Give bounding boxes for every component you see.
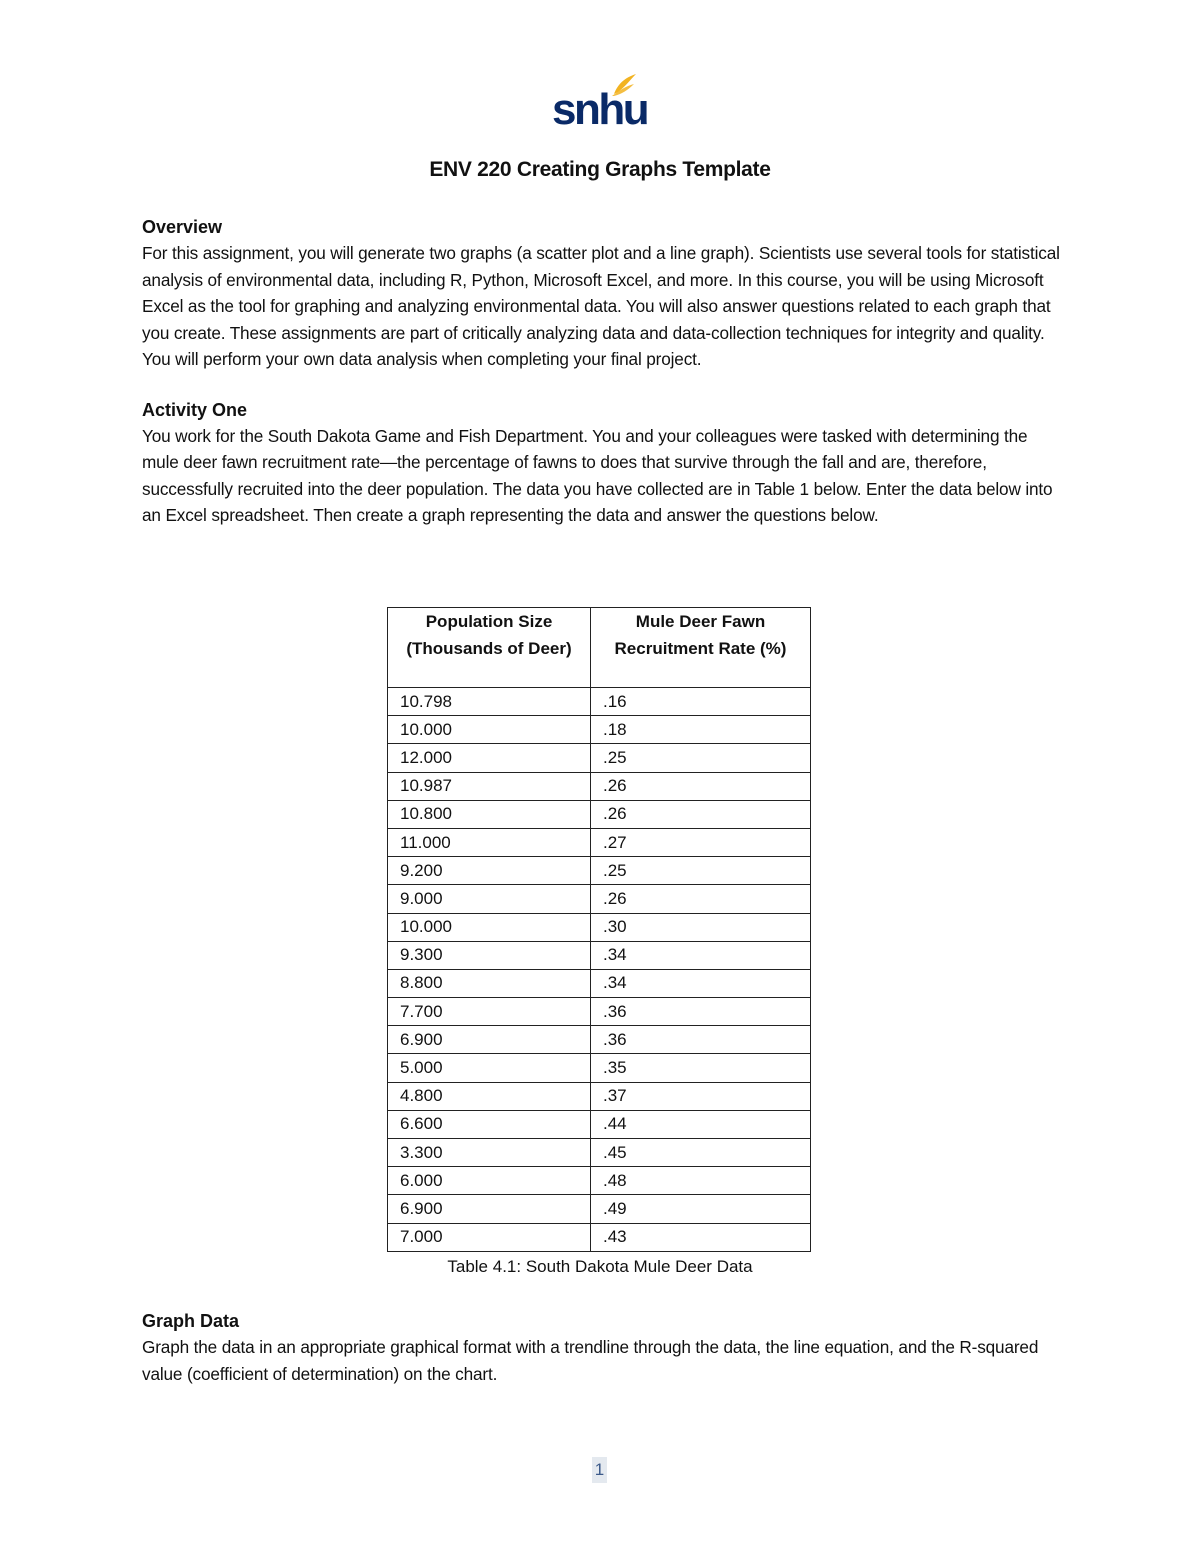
header-population-size: Population Size (Thousands of Deer) <box>388 608 591 688</box>
recruitment-rate-cell: .26 <box>591 772 811 800</box>
population-size-cell: 9.000 <box>388 885 591 913</box>
activity-one-heading: Activity One <box>142 399 248 420</box>
intro-content <box>142 214 1067 529</box>
recruitment-rate-cell: .34 <box>591 969 811 997</box>
population-size-cell: 3.300 <box>388 1139 591 1167</box>
recruitment-rate-cell: .35 <box>591 1054 811 1082</box>
recruitment-rate-cell: .18 <box>591 716 811 744</box>
population-size-cell: 6.000 <box>388 1167 591 1195</box>
recruitment-rate-cell: .45 <box>591 1139 811 1167</box>
population-size-cell: 11.000 <box>388 828 591 856</box>
population-size-cell: 4.800 <box>388 1082 591 1110</box>
population-size-cell: 6.900 <box>388 1026 591 1054</box>
recruitment-rate-cell: .36 <box>591 1026 811 1054</box>
recruitment-rate-cell: .37 <box>591 1082 811 1110</box>
population-size-cell: 12.000 <box>388 744 591 772</box>
population-size-cell: 9.300 <box>388 941 591 969</box>
recruitment-rate-cell: .49 <box>591 1195 811 1223</box>
table-row <box>388 941 811 969</box>
recruitment-rate-cell: .43 <box>591 1223 811 1251</box>
table-row <box>388 1139 811 1167</box>
table-body <box>388 688 811 1252</box>
population-size-cell: 9.200 <box>388 857 591 885</box>
table-row <box>388 1223 811 1251</box>
recruitment-rate-cell: .44 <box>591 1110 811 1138</box>
recruitment-rate-cell: .27 <box>591 828 811 856</box>
table-header-row <box>388 608 811 688</box>
recruitment-rate-cell: .25 <box>591 744 811 772</box>
table-row <box>388 1026 811 1054</box>
table-row <box>388 688 811 716</box>
logo-text: snhu <box>552 85 648 134</box>
recruitment-rate-cell: .48 <box>591 1167 811 1195</box>
table-row <box>388 772 811 800</box>
table-row <box>388 744 811 772</box>
overview-body: For this assignment, you will generate two graphs (a scatter plot and a line graph). Scientists use several tools for statistical analysis of environmental data, including R, Python, Microsoft Excel, and more. In this course, you will be using Microsoft Excel as the tool for graphing and analyzing environmental data. You will also answer questions related to each graph that you create. These assignments are part of critically analyzing data and data-collection techniques for integrity and quality. You will perform your own data analysis when completing your final project. <box>142 243 1060 369</box>
recruitment-rate-cell: .34 <box>591 941 811 969</box>
table-row <box>388 1195 811 1223</box>
table-row <box>388 1082 811 1110</box>
population-size-cell: 10.000 <box>388 716 591 744</box>
population-size-cell: 7.000 <box>388 1223 591 1251</box>
population-size-cell: 8.800 <box>388 969 591 997</box>
population-size-cell: 10.798 <box>388 688 591 716</box>
table-row <box>388 998 811 1026</box>
overview-heading: Overview <box>142 217 223 237</box>
table-row <box>388 969 811 997</box>
graph-data-heading: Graph Data <box>142 1311 240 1331</box>
population-size-cell: 6.900 <box>388 1195 591 1223</box>
recruitment-rate-cell: .36 <box>591 998 811 1026</box>
population-size-cell: 7.700 <box>388 998 591 1026</box>
table-row <box>388 857 811 885</box>
population-size-cell: 6.600 <box>388 1110 591 1138</box>
table-row <box>388 800 811 828</box>
recruitment-rate-cell: .26 <box>591 885 811 913</box>
recruitment-rate-cell: .26 <box>591 800 811 828</box>
page-number: 1 <box>592 1457 607 1483</box>
recruitment-rate-cell: .25 <box>591 857 811 885</box>
header-recruitment-rate: Mule Deer Fawn Recruitment Rate (%) <box>591 608 811 688</box>
table-row <box>388 716 811 744</box>
table-row <box>388 1110 811 1138</box>
snhu-logo <box>552 72 648 134</box>
population-size-cell: 10.000 <box>388 913 591 941</box>
table-row <box>388 1054 811 1082</box>
population-size-cell: 10.987 <box>388 772 591 800</box>
table-row <box>388 913 811 941</box>
document-title: ENV 220 Creating Graphs Template <box>429 158 771 181</box>
recruitment-rate-cell: .16 <box>591 688 811 716</box>
graph-data-body: Graph the data in an appropriate graphical format with a trendline through the data, the line equation, and the R-squared value (coefficient of determination) on the chart. <box>142 1337 1039 1384</box>
table-row <box>388 1167 811 1195</box>
population-size-cell: 5.000 <box>388 1054 591 1082</box>
table-caption: Table 4.1: South Dakota Mule Deer Data <box>447 1257 753 1276</box>
graph-data-section <box>142 1308 1067 1387</box>
population-size-cell: 10.800 <box>388 800 591 828</box>
mule-deer-data-table <box>387 607 811 1252</box>
table-row <box>388 828 811 856</box>
activity-one-body: You work for the South Dakota Game and Fish Department. You and your colleagues were tasked with determining the mule deer fawn recruitment rate—the percentage of fawns to does that survive through the fall and are, therefore, successfully recruited into the deer population. The data you have collected are in Table 1 below. Enter the data below into an Excel spreadsheet. Then create a graph representing the data and answer the questions below. <box>142 425 1053 525</box>
table-row <box>388 885 811 913</box>
recruitment-rate-cell: .30 <box>591 913 811 941</box>
data-table-container <box>387 607 811 1252</box>
